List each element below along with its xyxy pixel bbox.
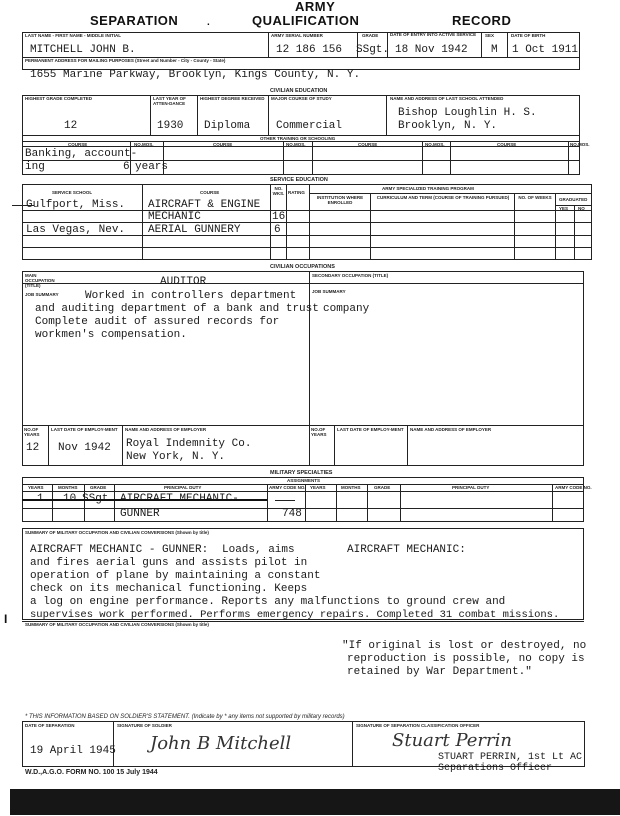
rule — [22, 283, 584, 284]
service-course-1a: AIRCRAFT & ENGINE — [148, 199, 261, 211]
course-label-2: COURSE — [213, 142, 233, 147]
service-course-2: AERIAL GUNNERY — [148, 224, 241, 236]
school-line-1: Bishop Loughlin H. S. — [398, 107, 537, 119]
civ-occ-heading: CIVILIAN OCCUPATIONS — [270, 264, 335, 270]
rule — [268, 95, 269, 135]
no-of-weeks-label: NO. OF WEEKS — [518, 195, 552, 200]
rule — [352, 721, 353, 767]
rule — [312, 141, 313, 175]
form-number: W.D.,A.G.O. FORM NO. 100 15 July 1944 — [25, 769, 158, 776]
summary-heading-1: AIRCRAFT MECHANIC - GUNNER: — [30, 544, 209, 556]
mos-label-1: NO.MOS. — [134, 142, 154, 147]
rule — [22, 491, 584, 492]
major-label: MAJOR COURSE OF STUDY — [271, 96, 332, 101]
rule — [268, 32, 269, 57]
summary-line-3: operation of plane by maintaining a constant — [30, 570, 321, 582]
institution-label: INSTITUTION WHERE ENROLLED — [316, 195, 364, 205]
employer-line-1: Royal Indemnity Co. — [126, 438, 252, 450]
soldier-signature: John B Mitchell — [150, 733, 292, 754]
rating-label: RATING — [288, 190, 305, 195]
rule — [309, 271, 310, 466]
employer-line-2: New York, N. Y. — [126, 451, 226, 463]
mos-label-4: NO.MOS. — [570, 142, 590, 147]
course-label-3: COURSE — [358, 142, 378, 147]
summary-line-1: Loads, aims — [222, 544, 295, 556]
other-years-value: years — [135, 161, 169, 173]
rule — [555, 193, 556, 260]
curriculum-label: CURRICULUM AND TERM (COURSE OF TRAINING PURSUED) — [376, 195, 510, 200]
job-summary-line-3: Complete audit of assured records for — [35, 316, 280, 328]
mil-duty-label-2: PRINCIPAL DUTY — [452, 485, 490, 490]
mil-grade-label-1: GRADE — [90, 485, 107, 490]
rule — [22, 160, 580, 161]
officer-name: STUART PERRIN, 1st Lt AC — [438, 752, 583, 763]
grade-value: SSgt. — [356, 44, 390, 56]
occ-years-value: 12 — [26, 442, 40, 454]
summary-line-6: supervises work performed. Performs emergency repairs. Completed 31 combat missions. — [30, 609, 560, 621]
graduated-label: GRADUATED — [559, 197, 588, 202]
date-sep-label: DATE OF SEPARATION — [25, 723, 75, 728]
last-year-value: 1930 — [157, 120, 184, 132]
other-training-label: OTHER TRAINING OR SCHOOLING — [260, 136, 336, 141]
rule — [22, 222, 592, 223]
note-line-1: "If original is lost or destroyed, no — [342, 640, 587, 652]
mil-code-label-2: ARMY CODE NO. — [555, 485, 592, 490]
rule — [197, 95, 198, 135]
rule — [22, 247, 592, 248]
highest-grade-value: 12 — [64, 120, 78, 132]
scan-edge-bar — [10, 789, 620, 815]
rule — [450, 141, 451, 175]
rule — [574, 205, 575, 260]
school-line-2: Brooklyn, N. Y. — [398, 120, 498, 132]
rule — [336, 484, 337, 522]
main-occ-label: MAIN OCCUPATION (TITLE) — [25, 273, 55, 288]
birth-value: 1 Oct 1911 — [512, 44, 579, 56]
officer-sig-label: SIGNATURE OF SEPARATION CLASSIFICATION OFFICER — [356, 723, 480, 728]
job-summary-line-2b: company — [323, 303, 370, 315]
other-course-line-1: Banking, account- — [25, 148, 138, 160]
service-weeks-1: 16 — [272, 211, 286, 223]
note-line-3: retained by War Department." — [347, 666, 532, 678]
mil-years-label-2: YEARS — [310, 485, 326, 490]
rule — [52, 484, 53, 522]
mil-duty-label-1: PRINCIPAL DUTY — [164, 485, 202, 490]
employer-label-1: NAME AND ADDRESS OF EMPLOYER — [125, 427, 207, 432]
summary-line-5: a log on engine performance. Reports any malfunctions to ground crew and — [30, 596, 506, 608]
service-course-label: COURSE — [200, 190, 220, 195]
sex-label: SEX — [485, 33, 495, 38]
strike-line — [22, 499, 267, 501]
service-school-1: Gulfport, Miss. — [26, 199, 126, 211]
job-summary-line-4: workmen's compensation. — [35, 329, 187, 341]
footnote: * THIS INFORMATION BASED ON SOLDIER'S STATEMENT. (Indicate by * any items not supported by military records) — [25, 714, 345, 720]
rule — [400, 484, 401, 522]
last-year-label: LAST YEAR OF ATTEN-DANCE — [153, 96, 186, 106]
officer-signature: Stuart Perrin — [392, 730, 512, 751]
summary-label-2: SUMMARY OF MILITARY OCCUPATION AND CIVILIAN CONVERSIONS (Shown by title) — [25, 622, 209, 627]
service-school-2: Las Vegas, Nev. — [26, 224, 126, 236]
job-summary-line-2: and auditing department of a bank and trust — [35, 303, 319, 315]
rule — [309, 193, 592, 194]
mil-code-value: 748 — [282, 508, 302, 520]
rule — [22, 425, 584, 426]
occ-last-date-value: Nov 1942 — [58, 442, 111, 454]
rule — [267, 484, 268, 522]
soldier-sig-label: SIGNATURE OF SOLDIER — [117, 723, 172, 728]
birth-label: DATE OF BIRTH — [511, 33, 546, 38]
header-record: RECORD — [452, 13, 512, 28]
job-summary-label-1: JOB SUMMARY — [25, 292, 59, 297]
soldier-name: MITCHELL JOHN B. — [30, 44, 136, 56]
entry-date-value: 18 Nov 1942 — [395, 44, 468, 56]
highest-degree-label: HIGHEST DEGREE RECEIVED — [200, 96, 265, 101]
header-army: ARMY — [295, 0, 336, 14]
mil-years-label-1: YEARS — [28, 485, 44, 490]
mil-months-label-1: MONTHS — [58, 485, 78, 490]
sex-value: M — [491, 44, 498, 56]
mil-duty-line-2: GUNNER — [120, 508, 160, 520]
rule — [367, 484, 368, 522]
rule — [48, 425, 49, 466]
highest-grade-label: HIGHEST GRADE COMPLETED — [25, 96, 93, 101]
summary-line-4: check on its mechanical functioning. Keeps — [30, 583, 308, 595]
rule — [113, 721, 114, 767]
civ-ed-heading: CIVILIAN EDUCATION — [270, 88, 328, 94]
mos-label-2: NO.MOS. — [286, 142, 306, 147]
grade-label: GRADE — [362, 33, 379, 38]
code-dash — [275, 500, 295, 501]
main-occ-title: AUDITOR — [160, 276, 207, 288]
rule — [481, 32, 482, 57]
rule — [150, 95, 151, 135]
assignments-label: ASSIGNMENTS — [287, 478, 321, 483]
mil-months-value: 10 — [63, 493, 77, 505]
officer-title: Separations Officer — [438, 763, 553, 774]
rule — [386, 95, 387, 135]
secondary-occ-label: SECONDARY OCCUPATION (TITLE) — [312, 273, 389, 278]
school-label: NAME AND ADDRESS OF LAST SCHOOL ATTENDED — [390, 96, 504, 101]
serial-number: 12 186 156 — [276, 44, 343, 56]
mil-spec-heading: MILITARY SPECIALTIES — [270, 470, 333, 476]
address-value: 1655 Marine Parkway, Brooklyn, Kings County, N. Y. — [30, 69, 361, 81]
serial-label: ARMY SERIAL NUMBER — [271, 33, 323, 38]
graduated-yes-label: YES — [559, 206, 569, 211]
course-label-4: COURSE — [497, 142, 517, 147]
rule — [122, 425, 123, 466]
address-label: PERMANENT ADDRESS FOR MAILING PURPOSES (Street and Number - City - County - State) — [25, 58, 226, 63]
rule — [422, 141, 423, 175]
summary-label: SUMMARY OF MILITARY OCCUPATION AND CIVILIAN CONVERSIONS (Shown by title) — [25, 530, 209, 535]
mil-grade-value: SSgt. — [82, 493, 116, 505]
employer-label-2: NAME AND ADDRESS OF EMPLOYER — [410, 427, 492, 432]
header-qualification: QUALIFICATION — [252, 13, 360, 28]
summary-heading-2: AIRCRAFT MECHANIC: — [347, 544, 466, 556]
rule — [507, 32, 508, 57]
last-date-label-1: LAST DATE OF EMPLOY-MENT — [51, 427, 118, 432]
rule — [568, 141, 569, 175]
rule — [514, 193, 515, 260]
other-course-line-2: ing — [25, 161, 45, 173]
degree-value: Diploma — [204, 120, 251, 132]
mil-duty-line-1: AIRCRAFT MECHANIC- — [120, 493, 239, 505]
rule — [407, 425, 408, 466]
rule — [283, 141, 284, 175]
service-school-label: SERVICE SCHOOL — [52, 190, 93, 195]
job-summary-line-1: Worked in controllers department — [85, 290, 297, 302]
summary-line-2: and fires aerial guns and assists pilot in — [30, 557, 308, 569]
date-sep-value: 19 April 1945 — [30, 745, 116, 757]
name-label: LAST NAME - FIRST NAME - MIDDLE INITIAL — [25, 33, 121, 38]
rule — [22, 508, 584, 509]
graduated-no-label: NO — [578, 206, 585, 211]
service-weeks-2: 6 — [274, 224, 281, 236]
mos-label-3: NO.MOS. — [425, 142, 445, 147]
job-summary-label-2: JOB SUMMARY — [312, 289, 346, 294]
weeks-label: NO. WKS. — [272, 186, 285, 196]
mil-grade-label-2: GRADE — [374, 485, 391, 490]
header-dot: . — [207, 17, 210, 28]
major-value: Commercial — [276, 120, 343, 132]
course-label-1: COURSE — [68, 142, 88, 147]
service-course-1b: MECHANIC — [148, 211, 201, 223]
astp-label: ARMY SPECIALIZED TRAINING PROGRAM — [382, 186, 474, 191]
years-label-2: NO.OF YEARS — [311, 427, 327, 437]
mil-years-value: 1 — [37, 493, 44, 505]
years-label-1: NO.OF YEARS — [24, 427, 40, 437]
rule — [552, 484, 553, 522]
note-line-2: reproduction is possible, no copy is — [347, 653, 585, 665]
mil-months-label-2: MONTHS — [341, 485, 361, 490]
entry-date-label: DATE OF ENTRY INTO ACTIVE SERVICE — [390, 32, 477, 37]
last-date-label-2: LAST DATE OF EMPLOY-MENT — [337, 427, 404, 432]
other-months-value: 6 — [123, 161, 130, 173]
margin-mark: I — [4, 612, 8, 626]
header-separation: SEPARATION — [90, 13, 179, 28]
service-ed-heading: SERVICE EDUCATION — [270, 177, 328, 183]
rule — [370, 193, 371, 260]
mil-code-label-1: ARMY CODE NO. — [269, 485, 306, 490]
